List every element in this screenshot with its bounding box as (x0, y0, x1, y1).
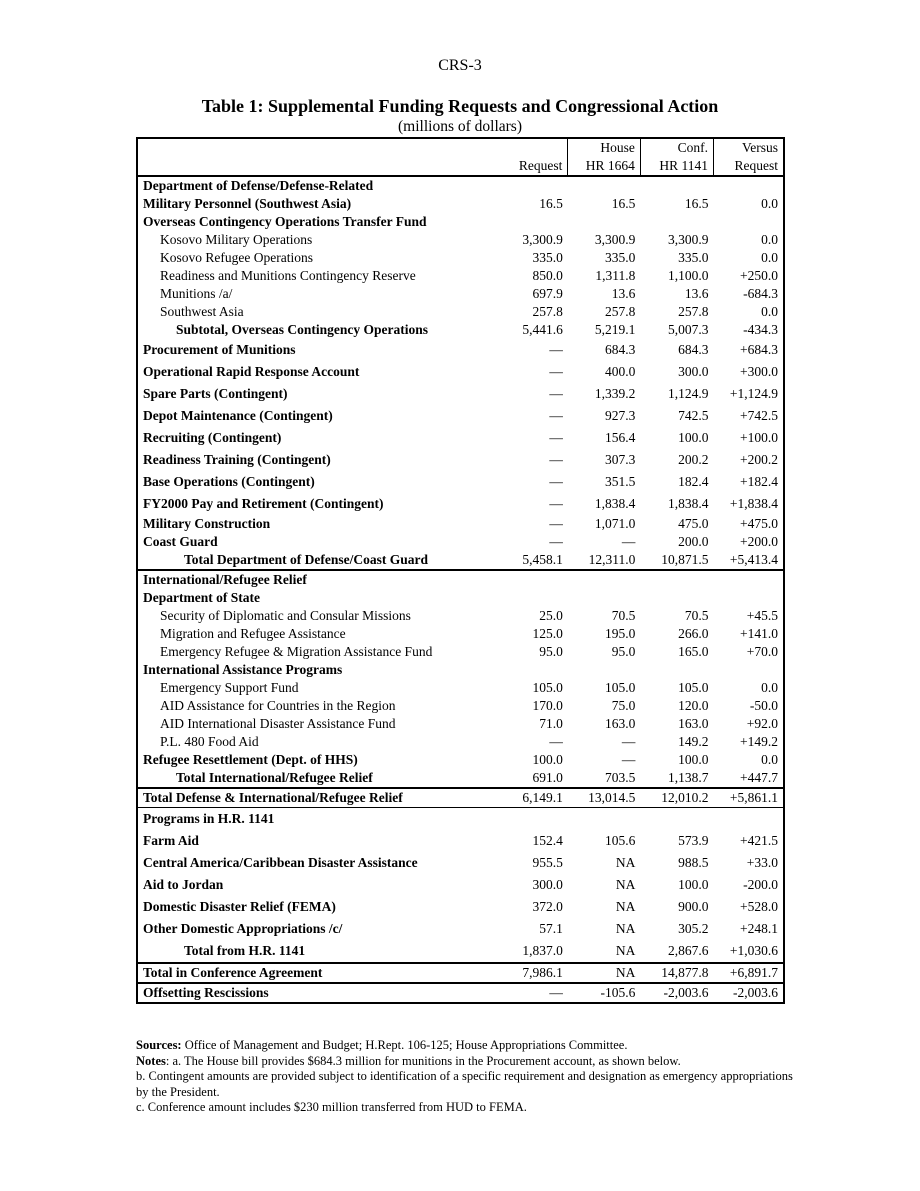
versus-value: -434.3 (743, 322, 778, 337)
request-value: 170.0 (532, 698, 563, 713)
row-label: Subtotal, Overseas Contingency Operations (176, 322, 429, 337)
versus-value: +70.0 (746, 644, 778, 659)
row-label: Readiness and Munitions Contingency Reserve (160, 268, 416, 283)
row-label: Kosovo Refugee Operations (160, 250, 313, 265)
row-label: International Assistance Programs (143, 662, 343, 677)
house-value: 163.0 (605, 716, 636, 731)
conf-value: 149.2 (678, 734, 709, 749)
versus-value: +528.0 (740, 899, 778, 914)
table-row (137, 625, 784, 643)
table-row (137, 733, 784, 751)
table-row (137, 471, 784, 493)
row-label: Farm Aid (143, 833, 199, 848)
request-value: 955.5 (532, 855, 563, 870)
house-value: 927.3 (605, 408, 636, 423)
table-row (137, 589, 784, 607)
versus-value: +250.0 (740, 268, 778, 283)
request-value: — (549, 386, 563, 401)
house-value: NA (568, 963, 641, 983)
versus-value: +5,413.4 (714, 551, 784, 570)
table-row (137, 852, 784, 874)
row-label: Migration and Refugee Assistance (160, 626, 346, 641)
versus-value: -200.0 (743, 877, 778, 892)
conf-value (640, 808, 713, 831)
request-value: 3,300.9 (522, 232, 563, 247)
row-label: Domestic Disaster Relief (FEMA) (143, 899, 336, 914)
table-subtitle: (millions of dollars) (398, 118, 522, 135)
row-label: Coast Guard (143, 534, 218, 549)
house-value: 13,014.5 (568, 788, 641, 808)
conf-value: 335.0 (678, 250, 709, 265)
versus-value: +6,891.7 (714, 963, 784, 983)
row-label: Base Operations (Contingent) (143, 474, 315, 489)
conf-value: 2,867.6 (640, 940, 713, 963)
row-label: P.L. 480 Food Aid (160, 734, 259, 749)
row-label: Offsetting Rescissions (143, 985, 269, 1000)
house-value: NA (615, 855, 636, 870)
row-label: Depot Maintenance (Contingent) (143, 408, 333, 423)
row-label: Procurement of Munitions (143, 342, 296, 357)
house-value (568, 213, 641, 231)
versus-value: 0.0 (761, 196, 778, 211)
row-label: Recruiting (Contingent) (143, 430, 282, 445)
versus-value: +92.0 (746, 716, 778, 731)
row-label: Munitions /a/ (160, 286, 233, 301)
table-row (137, 339, 784, 361)
request-value: — (549, 364, 563, 379)
request-value (498, 213, 568, 231)
versus-value: -50.0 (749, 698, 778, 713)
conf-value: -2,003.6 (663, 985, 709, 1000)
house-value: NA (615, 877, 636, 892)
row-label: Total from H.R. 1141 (137, 940, 498, 963)
row-label: FY2000 Pay and Retirement (Contingent) (143, 496, 384, 511)
row-label: Kosovo Military Operations (160, 232, 313, 247)
table-row (137, 788, 784, 808)
versus-value: +300.0 (740, 364, 778, 379)
versus-value: +447.7 (714, 769, 784, 788)
conf-value: 684.3 (678, 342, 709, 357)
table-row (137, 361, 784, 383)
conf-value: 14,877.8 (640, 963, 713, 983)
versus-value: -684.3 (743, 286, 778, 301)
versus-value (714, 808, 784, 831)
table-header-row (137, 138, 784, 176)
row-label: Military Personnel (Southwest Asia) (143, 196, 352, 211)
table-row (137, 751, 784, 769)
house-value (568, 661, 641, 679)
conf-value: 100.0 (678, 877, 709, 892)
table-row (137, 213, 784, 231)
house-value: 684.3 (605, 342, 636, 357)
column-header-request: Request (498, 138, 568, 176)
house-value: — (621, 734, 636, 749)
conf-value: 12,010.2 (640, 788, 713, 808)
versus-value: +1,124.9 (729, 386, 778, 401)
funding-table (136, 137, 785, 1004)
column-header-conf: Conf. HR 1141 (640, 138, 713, 176)
table-row (137, 983, 784, 1003)
row-label: Other Domestic Appropriations /c/ (143, 921, 343, 936)
versus-value (714, 213, 784, 231)
house-value: 105.0 (605, 680, 636, 695)
conf-value: 16.5 (684, 196, 709, 211)
conf-value: 200.2 (678, 452, 709, 467)
row-label: Aid to Jordan (143, 877, 224, 892)
versus-value: -2,003.6 (733, 985, 778, 1000)
table-row (137, 830, 784, 852)
conf-value: 100.0 (678, 430, 709, 445)
house-value (568, 570, 641, 589)
conf-value: 5,007.3 (668, 322, 709, 337)
sources-note: Sources: Office of Management and Budget; H.Rept. 106-125; House Appropriations Committee. (136, 1038, 628, 1052)
conf-value (640, 176, 713, 195)
conf-value (640, 213, 713, 231)
house-value: 400.0 (605, 364, 636, 379)
request-value: 5,441.6 (522, 322, 563, 337)
row-label: Total Department of Defense/Coast Guard (137, 551, 498, 570)
versus-value: +200.2 (740, 452, 778, 467)
versus-value: +200.0 (740, 534, 778, 549)
house-value: 95.0 (611, 644, 636, 659)
table-row (137, 808, 784, 831)
row-label: Military Construction (143, 516, 271, 531)
house-value: NA (615, 921, 636, 936)
versus-value: +742.5 (740, 408, 778, 423)
table-row (137, 661, 784, 679)
request-value: — (549, 734, 563, 749)
table-row (137, 533, 784, 551)
request-value: — (549, 474, 563, 489)
table-row (137, 303, 784, 321)
row-label: Spare Parts (Contingent) (143, 386, 288, 401)
request-value: — (549, 496, 563, 511)
house-value: 1,838.4 (594, 496, 636, 511)
conf-value: 105.0 (678, 680, 709, 695)
versus-value: +5,861.1 (714, 788, 784, 808)
row-label: Department of State (143, 590, 260, 605)
house-value: 16.5 (611, 196, 636, 211)
conf-value: 120.0 (678, 698, 709, 713)
table-row (137, 405, 784, 427)
conf-value (640, 570, 713, 589)
request-value: 300.0 (532, 877, 563, 892)
versus-value: +248.1 (740, 921, 778, 936)
conf-value: 3,300.9 (668, 232, 709, 247)
request-value: 95.0 (539, 644, 563, 659)
row-label: Readiness Training (Contingent) (143, 452, 331, 467)
house-value: 351.5 (605, 474, 636, 489)
request-value (498, 570, 568, 589)
house-value: NA (615, 899, 636, 914)
request-value: — (549, 516, 563, 531)
table-row (137, 285, 784, 303)
table-row (137, 715, 784, 733)
conf-value: 200.0 (678, 534, 709, 549)
request-value: 100.0 (532, 752, 563, 767)
conf-value: 257.8 (678, 304, 709, 319)
request-value (498, 808, 568, 831)
conf-value (640, 589, 713, 607)
table-row (137, 493, 784, 515)
conf-value: 165.0 (678, 644, 709, 659)
table-row (137, 383, 784, 405)
versus-value: +45.5 (746, 608, 778, 623)
house-value: 307.3 (605, 452, 636, 467)
row-label: Central America/Caribbean Disaster Assistance (143, 855, 418, 870)
versus-value: +475.0 (740, 516, 778, 531)
request-value: 335.0 (532, 250, 563, 265)
table-row (137, 697, 784, 715)
table-row (137, 249, 784, 267)
request-value: 16.5 (539, 196, 563, 211)
note-c: c. Conference amount includes $230 million transferred from HUD to FEMA. (136, 1100, 527, 1114)
table-row (137, 321, 784, 339)
conf-value: 1,138.7 (640, 769, 713, 788)
conf-value: 266.0 (678, 626, 709, 641)
column-header-versus: Versus Request (714, 138, 784, 176)
request-value (498, 176, 568, 195)
versus-value: 0.0 (761, 304, 778, 319)
house-value: 105.6 (605, 833, 636, 848)
table-row (137, 679, 784, 697)
table-row (137, 874, 784, 896)
versus-value: +149.2 (740, 734, 778, 749)
conf-value: 742.5 (678, 408, 709, 423)
table-title: Table 1: Supplemental Funding Requests and Congressional Action (201, 96, 719, 116)
request-value: — (549, 452, 563, 467)
table-row (137, 195, 784, 213)
page-header: CRS-3 (438, 57, 482, 74)
request-value (498, 661, 568, 679)
row-label: Overseas Contingency Operations Transfer Fund (143, 214, 427, 229)
table-row (137, 449, 784, 471)
table-row (137, 607, 784, 625)
conf-value: 1,838.4 (668, 496, 709, 511)
house-value: 70.5 (611, 608, 636, 623)
conf-value: 100.0 (678, 752, 709, 767)
house-value: 1,339.2 (594, 386, 636, 401)
row-label: International/Refugee Relief (143, 572, 307, 587)
request-value: 125.0 (532, 626, 563, 641)
versus-value: 0.0 (761, 250, 778, 265)
table-row (137, 570, 784, 589)
conf-value: 163.0 (678, 716, 709, 731)
request-value: 6,149.1 (498, 788, 568, 808)
house-value: — (621, 534, 636, 549)
versus-value: +182.4 (740, 474, 778, 489)
versus-value: +1,030.6 (714, 940, 784, 963)
table-row (137, 940, 784, 963)
request-value: 372.0 (532, 899, 563, 914)
header-label-cell (137, 138, 498, 176)
conf-value: 305.2 (678, 921, 709, 936)
house-value: — (621, 752, 636, 767)
house-value (568, 589, 641, 607)
request-value: 71.0 (539, 716, 563, 731)
row-label: Emergency Refugee & Migration Assistance Fund (160, 644, 433, 659)
row-label: Department of Defense/Defense-Related (143, 178, 374, 193)
house-value (568, 176, 641, 195)
table-row (137, 551, 784, 570)
conf-value: 300.0 (678, 364, 709, 379)
column-header-house: House HR 1664 (568, 138, 641, 176)
row-label: Total International/Refugee Relief (137, 769, 498, 788)
house-value: 5,219.1 (594, 322, 636, 337)
conf-value: 988.5 (678, 855, 709, 870)
house-value (568, 808, 641, 831)
versus-value: +421.5 (740, 833, 778, 848)
request-value: — (549, 534, 563, 549)
conf-value: 900.0 (678, 899, 709, 914)
table-row (137, 896, 784, 918)
house-value: NA (568, 940, 641, 963)
house-value: 156.4 (605, 430, 636, 445)
versus-value: 0.0 (761, 232, 778, 247)
row-label: Total in Conference Agreement (137, 963, 498, 983)
row-label: Emergency Support Fund (160, 680, 299, 695)
row-label: Refugee Resettlement (Dept. of HHS) (143, 752, 358, 767)
house-value: -105.6 (600, 985, 636, 1000)
request-value: 152.4 (532, 833, 563, 848)
conf-value (640, 661, 713, 679)
request-value: — (549, 985, 563, 1000)
house-value: 12,311.0 (568, 551, 641, 570)
versus-value: +1,838.4 (729, 496, 778, 511)
versus-value: 0.0 (761, 752, 778, 767)
house-value: 195.0 (605, 626, 636, 641)
table-row (137, 918, 784, 940)
request-value: 25.0 (539, 608, 563, 623)
conf-value: 10,871.5 (640, 551, 713, 570)
conf-value: 573.9 (678, 833, 709, 848)
house-value: 335.0 (605, 250, 636, 265)
row-label: Security of Diplomatic and Consular Missions (160, 608, 411, 623)
conf-value: 182.4 (678, 474, 709, 489)
request-value: 691.0 (498, 769, 568, 788)
row-label: Operational Rapid Response Account (143, 364, 360, 379)
request-value: 57.1 (539, 921, 563, 936)
versus-value (714, 589, 784, 607)
versus-value (714, 176, 784, 195)
house-value: 13.6 (611, 286, 636, 301)
versus-value: +141.0 (740, 626, 778, 641)
request-value: 850.0 (532, 268, 563, 283)
table-row (137, 427, 784, 449)
row-label: AID Assistance for Countries in the Region (160, 698, 396, 713)
request-value (498, 589, 568, 607)
conf-value: 13.6 (684, 286, 709, 301)
row-label: Southwest Asia (160, 304, 244, 319)
note-b: b. Contingent amounts are provided subject to identification of a specific requirement and designation as emergency appropriations by the President. (136, 1069, 793, 1099)
conf-value: 70.5 (684, 608, 709, 623)
table-row (137, 176, 784, 195)
request-value: 5,458.1 (498, 551, 568, 570)
request-value: — (549, 430, 563, 445)
conf-value: 1,124.9 (668, 386, 709, 401)
note-a: Notes: a. The House bill provides $684.3 million for munitions in the Procurement account, as shown below. (136, 1053, 681, 1068)
house-value: 75.0 (611, 698, 636, 713)
conf-value: 1,100.0 (668, 268, 709, 283)
request-value: 1,837.0 (498, 940, 568, 963)
request-value: 7,986.1 (498, 963, 568, 983)
row-label: Programs in H.R. 1141 (143, 811, 275, 826)
conf-value: 475.0 (678, 516, 709, 531)
versus-value (714, 570, 784, 589)
versus-value: 0.0 (761, 680, 778, 695)
house-value: 1,311.8 (595, 268, 636, 283)
table-row (137, 643, 784, 661)
table-row (137, 769, 784, 788)
table-row (137, 515, 784, 533)
request-value: 697.9 (532, 286, 563, 301)
house-value: 257.8 (605, 304, 636, 319)
table-row (137, 267, 784, 285)
house-value: 1,071.0 (594, 516, 636, 531)
versus-value: +100.0 (740, 430, 778, 445)
versus-value: +684.3 (740, 342, 778, 357)
versus-value (714, 661, 784, 679)
footnotes (136, 1038, 796, 1116)
request-value: 257.8 (532, 304, 563, 319)
versus-value: +33.0 (746, 855, 778, 870)
table-row (137, 231, 784, 249)
row-label: Total Defense & International/Refugee Relief (137, 788, 498, 808)
house-value: 3,300.9 (594, 232, 636, 247)
request-value: — (549, 342, 563, 357)
row-label: AID International Disaster Assistance Fund (160, 716, 396, 731)
table-row (137, 963, 784, 983)
request-value: — (549, 408, 563, 423)
house-value: 703.5 (568, 769, 641, 788)
request-value: 105.0 (532, 680, 563, 695)
